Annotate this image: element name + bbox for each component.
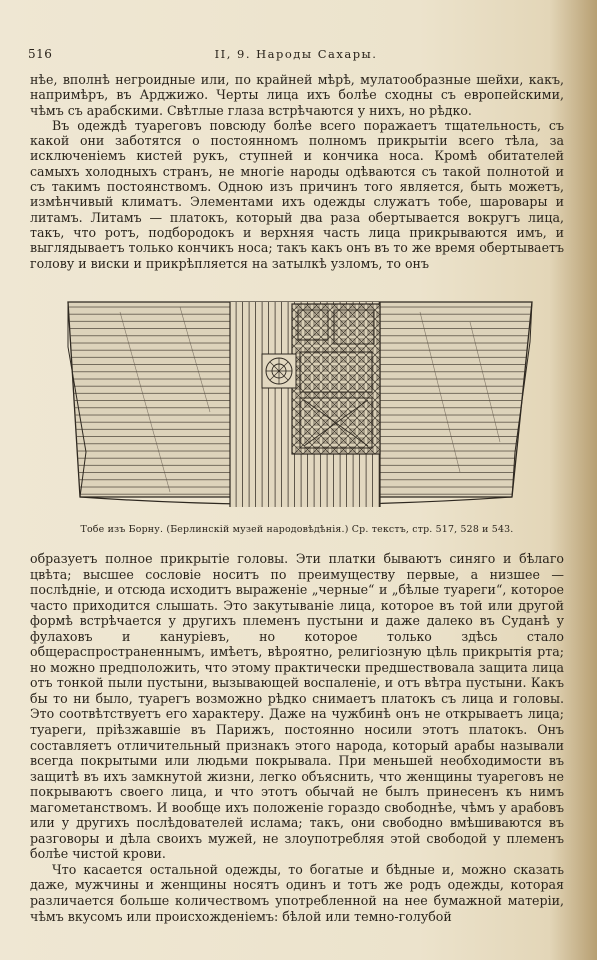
paragraph: образуетъ полное прикрытіе головы. Эти платки бываютъ синяго и бѣлаго цвѣта; высшее сословіе носитъ по преимуществу первые, а низшее — послѣдніе, и отсюда исходитъ выраженіе „черные“ и „бѣлые туареги“, которое часто приходится слышать. Это закутываніе лица, которое въ той или другой формѣ встрѣчается у другихъ племенъ пустыни и даже далеко въ Суданѣ у фулаховъ и кануріевъ, но которое только здѣсь стало общераспространеннымъ, имѣетъ, вѣроятно, религіозную цѣль прикрытія рта; но можно предположить, что этому практически предшествовала защита лица отъ тонкой пыли пустыни, вызывающей воспаленіе, и отъ вѣтра пустыни. Какъ бы то ни было, туарегъ возможно рѣдко снимаетъ платокъ съ лица и головы. Это соотвѣтствуетъ его характеру. Даже на чужбинѣ онъ не открываетъ лица; туареги, пріѣзжавшіе въ Парижъ, постоянно носили этотъ платокъ. Онъ составляетъ отличительный признакъ этого народа, который арабы называли всегда покрытыми или людьми покрывала. При меньшей необходимости въ защитѣ въ ихъ замкнутой жизни, легко объяснить, что женщины туареговъ не покрываютъ своего лица, и что этотъ обычай не былъ принесенъ къ нимъ магометанствомъ. И вообще ихъ положеніе гораздо свободнѣе, чѣмъ у арабовъ или у другихъ послѣдователей ислама; такъ, они свободно вмѣшиваются въ разговоры и дѣла своихъ мужей, не злоупотребляя этой свободой у племенъ болѣе чистой крови. <box>30 551 564 862</box>
embroidered-pocket <box>292 304 380 454</box>
top-text-block <box>30 72 564 271</box>
running-title: II, 9. Народы Сахары. <box>214 47 378 61</box>
tobe-garment-engraving <box>60 292 540 518</box>
bottom-text-block <box>30 551 564 924</box>
rosette-ornament <box>262 354 296 388</box>
paragraph: Въ одеждѣ туареговъ повсюду болѣе всего поражаетъ тщательность, съ какой они заботятся о постоянномъ полномъ прикрытіи всего тѣла, за исключеніемъ кистей рукъ, ступней и кончика носа. Кромѣ обитателей самыхъ холодныхъ странъ, не многіе народы одѣваются съ такой полнотой и съ такимъ постоянствомъ. Одною изъ причинъ того является, быть можетъ, измѣнчивый климатъ. Элементами ихъ одежды служатъ тобе, шаровары и литамъ. Литамъ — платокъ, который два раза обертывается вокругъ лица, такъ, что ротъ, подбородокъ и верхняя часть лица прикрываются имъ, и выглядываетъ только кончикъ носа; такъ какъ онъ въ то же время обертываетъ голову и виски и прикрѣпляется на затылкѣ узломъ, то онъ <box>30 117 564 271</box>
figure-caption: Тобе изъ Борну. (Берлинскій музей народовѣдѣнія.) Ср. текстъ, стр. 517, 528 и 543. <box>80 524 514 535</box>
paragraph: нѣе, вполнѣ негроидные или, по крайней мѣрѣ, мулатообразные шейхи, какъ, напримѣръ, въ Арджижо. Черты лица ихъ болѣе сходны съ европейскими, чѣмъ съ арабскими. Свѣтлые глаза встрѣчаются у нихъ, но рѣдко. <box>30 72 564 118</box>
page-number: 516 <box>28 47 53 61</box>
page-header <box>28 47 564 65</box>
paragraph: Что касается остальной одежды, то богатые и бѣдные и, можно сказать даже, мужчины и женщины носятъ одинъ и тотъ же родъ одежды, которая различается больше количествомъ употребленной на нее бумажной матеріи, чѣмъ вкусомъ или происхожденіемъ: бѣлой или темно-голубой <box>30 861 564 924</box>
